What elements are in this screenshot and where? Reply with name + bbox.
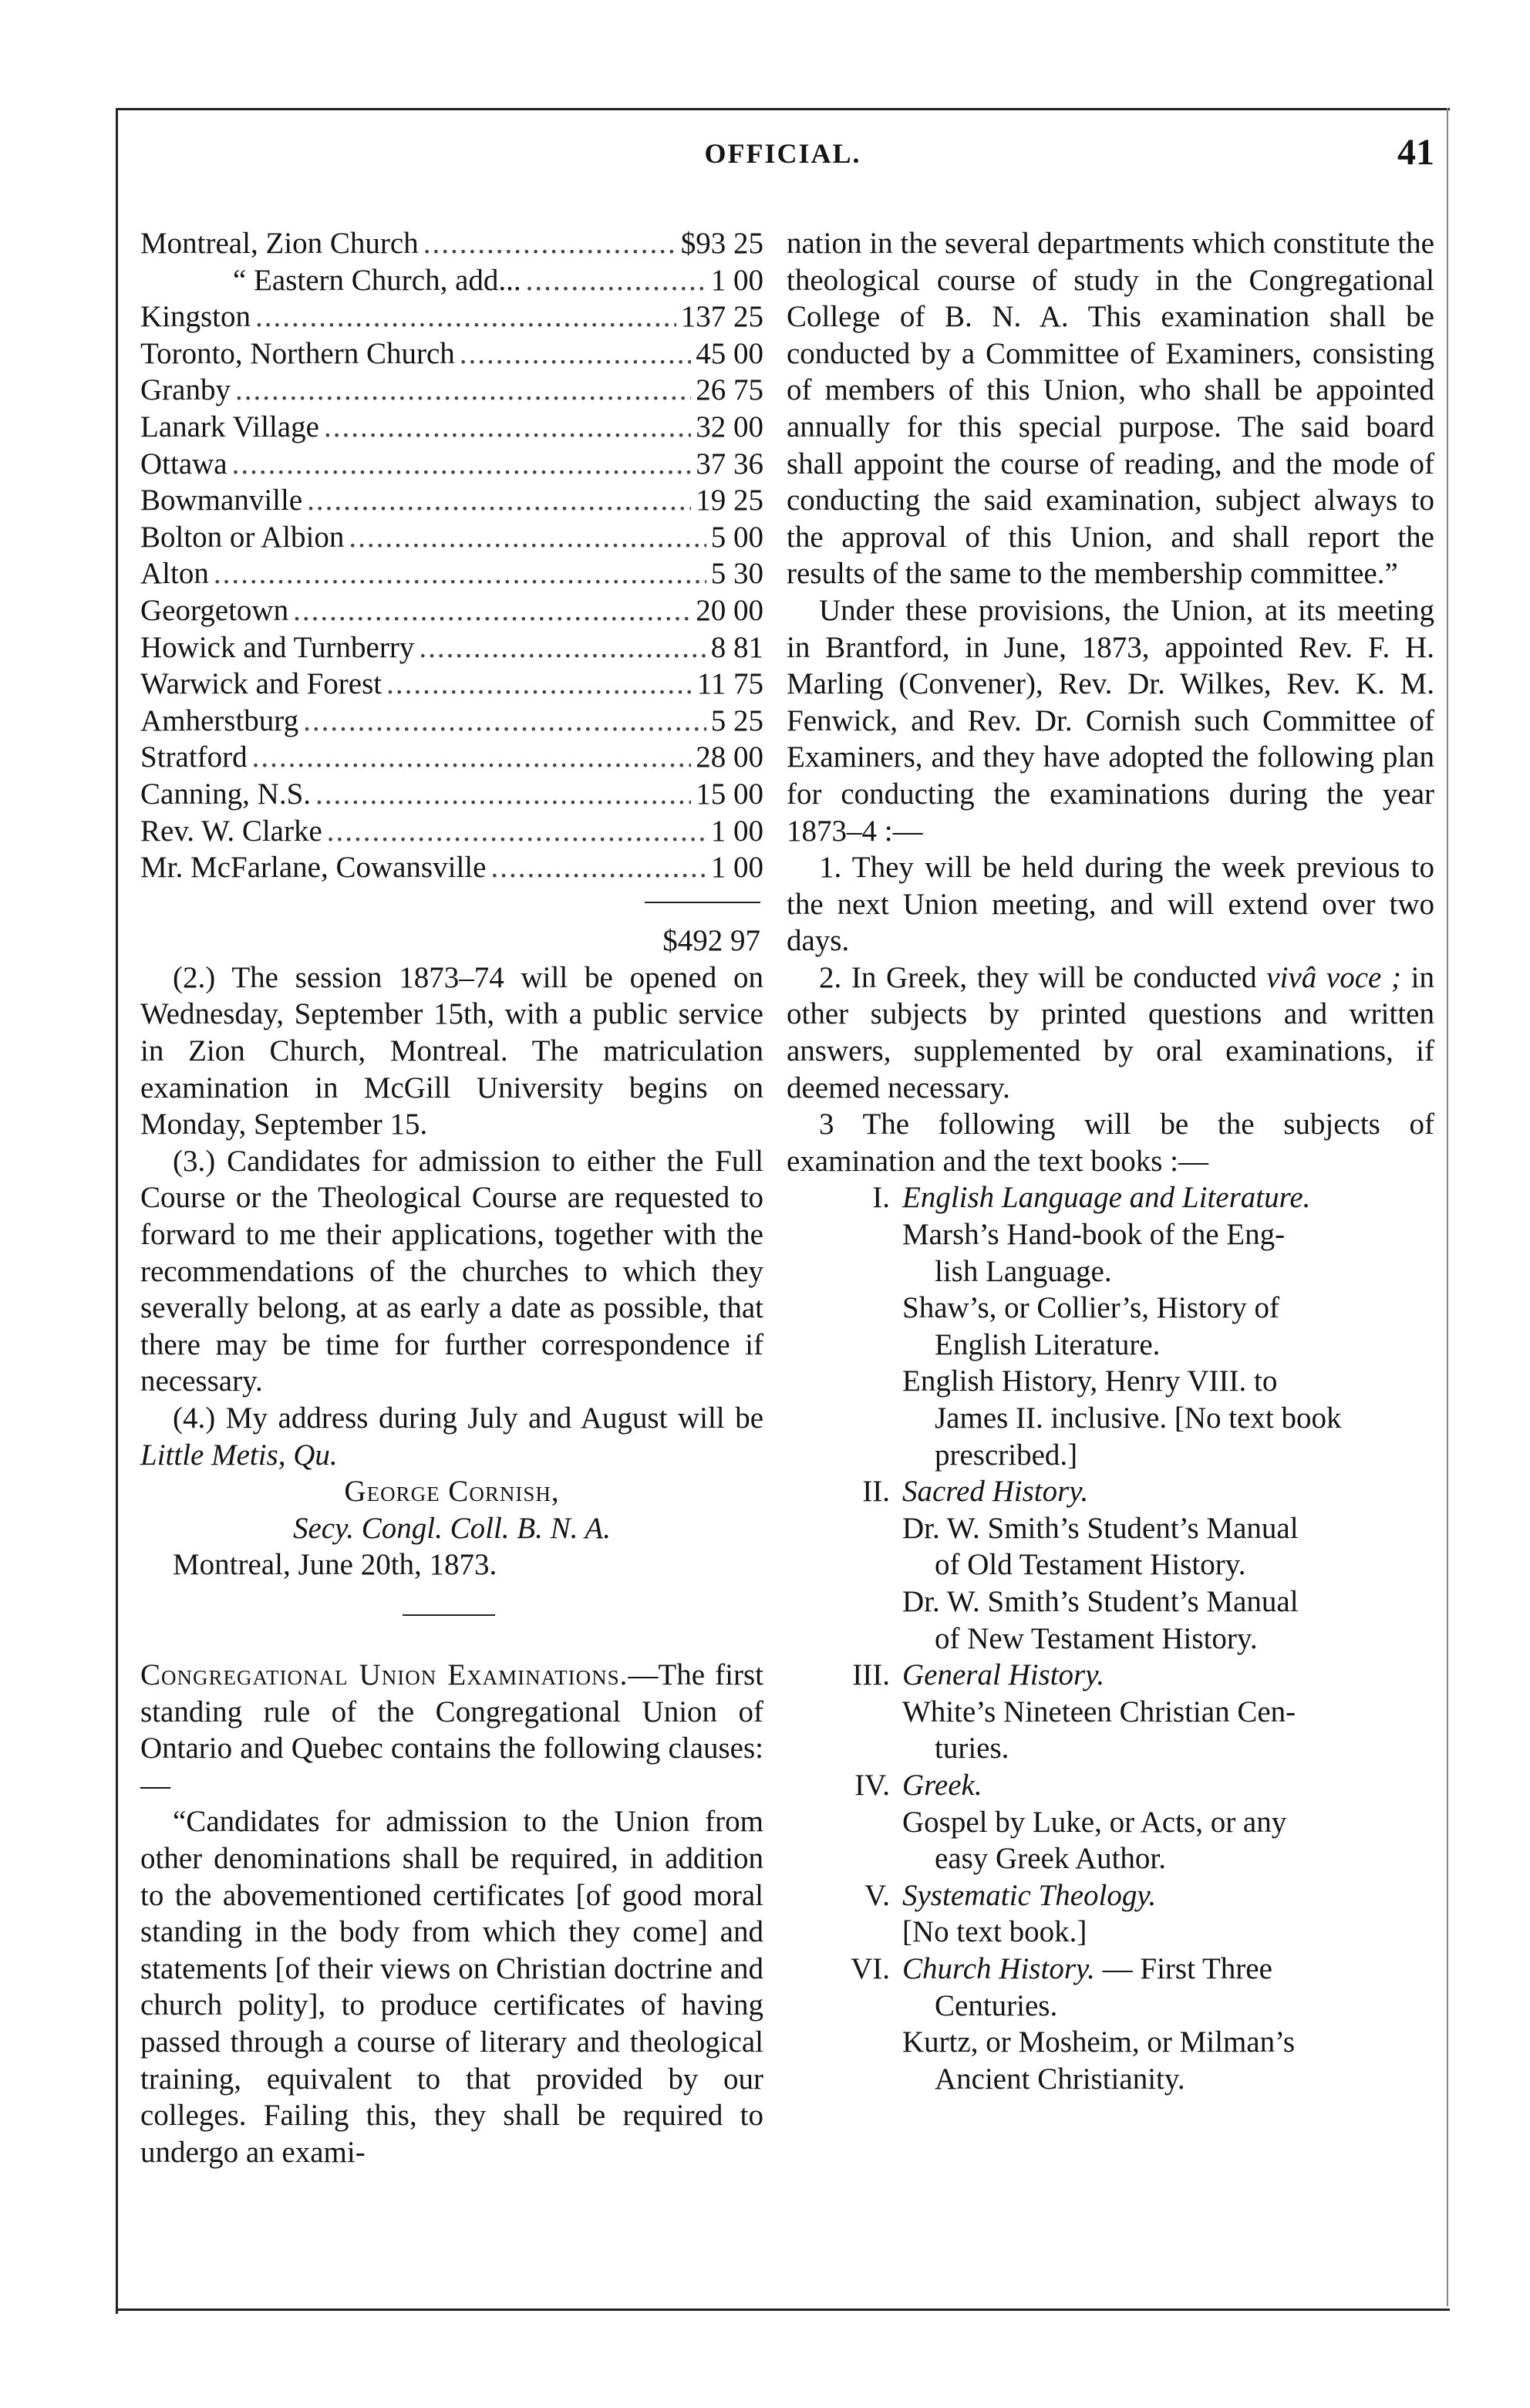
right-edge-rule (1447, 108, 1448, 2306)
subject-title (902, 1767, 1434, 1804)
text-book-entry (787, 1216, 1434, 1290)
contribution-name: Toronto, Northern Church (140, 336, 455, 370)
page-header (116, 132, 1450, 191)
subjects-list (787, 1179, 1434, 2097)
leader-dots (315, 776, 691, 813)
contribution-row (140, 592, 763, 629)
contribution-row (140, 849, 763, 886)
contribution-row (140, 666, 763, 703)
contribution-name: Montreal, Zion Church (140, 227, 419, 260)
item2-suffix: in other subjects by printed questions and written answers, supplemented by oral examinations, if deemed necessary. (787, 960, 1434, 1105)
section-divider (140, 1583, 763, 1657)
contribution-name: Ottawa (140, 447, 227, 481)
bottom-border-rule (116, 2309, 1450, 2311)
contribution-name: Howick and Turnberry (140, 630, 415, 664)
page-number: 41 (1397, 132, 1434, 173)
contribution-row (140, 262, 763, 299)
text-book-continuation: easy Greek Author. (935, 1842, 1167, 1876)
subject-title (902, 1179, 1434, 1216)
address-place: Little Metis, Qu. (140, 1438, 338, 1472)
leader-dots (327, 813, 706, 850)
leader-dots (232, 446, 692, 483)
contribution-amount: 26 75 (696, 373, 763, 407)
text-book-entry (787, 1583, 1434, 1657)
text-book-entry (787, 1694, 1434, 1767)
subject-heading (787, 1767, 1434, 1804)
text-book-continuation: Ancient Christianity. (935, 2062, 1185, 2096)
leader-dots (386, 666, 693, 703)
leader-dots (324, 409, 691, 446)
contribution-amount: 19 25 (696, 484, 763, 518)
text-book-entry (787, 2024, 1434, 2097)
contribution-name: Stratford (140, 740, 248, 774)
contribution-amount: 1 00 (710, 263, 763, 297)
leader-dots (526, 262, 706, 299)
contribution-amount: 20 00 (696, 593, 763, 627)
quote-continuation: nation in the several departments which constitute the theological course of study in the Congregational College of B. N. A. This examination shall be conducted by a Committee of Examiners, consisting of members of this Union, who shall be appointed annually for this special purpose. The said board shall appoint the course of reading, and the mode of conducting the said examination, subject always to the approval of this Union, and shall report the results of the same to the membership committee.” (787, 227, 1434, 591)
contribution-row (140, 776, 763, 813)
sum-rule (140, 886, 763, 923)
contribution-amount: 137 25 (680, 300, 763, 334)
subject-title-suffix: — First Three (1094, 1951, 1272, 1985)
subject-numeral: VI. (851, 1951, 890, 1985)
signature-place-date: Montreal, June 20th, 1873. (173, 1548, 497, 1582)
text-book-continuation: Centuries. (935, 1988, 1058, 2022)
paragraph-address (140, 1400, 763, 1473)
item2-prefix: 2. In Greek, they will be conducted (819, 960, 1267, 994)
contribution-row (140, 629, 763, 666)
union-intro: —The first standing rule of the Congregational Union of Ontario and Quebec contains the following clauses:— (140, 1658, 763, 1802)
leader-dots (423, 225, 676, 262)
contribution-row (140, 372, 763, 409)
contribution-amount: 5 00 (710, 520, 763, 554)
text-book-line: Shaw’s, or Collier’s, History of (902, 1291, 1279, 1325)
signature-title: Secy. Congl. Coll. B. N. A. (292, 1511, 611, 1545)
item2-italic: vivâ voce ; (1266, 960, 1401, 994)
contribution-amount: 1 00 (710, 814, 763, 848)
text-book-continuation: of New Testament History. (935, 1621, 1258, 1655)
contribution-row (140, 482, 763, 519)
text-book-continuation: English Literature. (935, 1327, 1161, 1361)
leader-dots (255, 298, 676, 336)
subject-numeral: I. (872, 1181, 890, 1215)
contributions-total: $492 97 (662, 924, 760, 958)
paragraph-candidates: (3.) Candidates for admission to either the Full Course or the Theological Course are requested to forward to me their applications, together with the recommendations of the churches to which they severally belong, at as early a date as possible, that there may be time for further correspondence if necessary. (140, 1144, 763, 1398)
provisions-paragraph: Under these provisions, the Union, at its meeting in Brantford, in June, 1873, appointed Rev. F. H. Marling (Convener), Rev. Dr. Wilkes, Rev. K. M. Fenwick, and Rev. Dr. Cornish such Committee of Examiners, and they have adopted the following plan for conducting the examinations during the year 1873–4 :— (787, 593, 1434, 848)
text-book-line: Dr. W. Smith’s Student’s Manual (902, 1511, 1299, 1545)
leader-dots (303, 703, 706, 740)
contribution-name: Bowmanville (140, 484, 303, 518)
contribution-name: “ Eastern Church, add... (233, 263, 521, 297)
text-book-line: Marsh’s Hand-book of the Eng- (902, 1218, 1286, 1252)
subject-heading (787, 1473, 1434, 1510)
subject-title-text: Church History. (902, 1951, 1095, 1985)
subject-title-text: General History. (902, 1658, 1105, 1692)
contribution-row (140, 519, 763, 556)
subject-title (902, 1657, 1434, 1694)
subject-numeral: IV. (854, 1768, 890, 1802)
contribution-amount: 45 00 (696, 336, 763, 370)
subject-heading (787, 1657, 1434, 1694)
contribution-amount: 32 00 (696, 410, 763, 443)
address-prefix: (4.) My address during July and August will be (173, 1401, 763, 1435)
leader-dots (252, 739, 692, 776)
contributions-list (140, 225, 763, 886)
leader-dots (214, 555, 706, 592)
text-book-continuation: lish Language. (935, 1254, 1112, 1288)
contribution-name: Kingston (140, 300, 251, 334)
contribution-amount: 28 00 (696, 740, 763, 774)
text-book-line: White’s Nineteen Christian Cen- (902, 1695, 1296, 1728)
subject-title-text: Systematic Theology. (902, 1878, 1157, 1912)
contribution-amount: 5 30 (710, 557, 763, 591)
subject-title (902, 1951, 1434, 1988)
contribution-row (140, 225, 763, 262)
contribution-amount: 8 81 (710, 630, 763, 664)
text-book-entry (787, 1290, 1434, 1363)
contribution-amount: $93 25 (680, 227, 763, 260)
signature-name: George Cornish, (344, 1475, 560, 1509)
text-book-entry (787, 1510, 1434, 1583)
leader-dots (293, 592, 691, 629)
contribution-row (140, 703, 763, 740)
text-book-line: Dr. W. Smith’s Student’s Manual (902, 1584, 1299, 1618)
contribution-name: Lanark Village (140, 410, 319, 443)
text-book-entry (787, 1363, 1434, 1473)
contribution-name: Rev. W. Clarke (140, 814, 322, 848)
subject-title (902, 1473, 1434, 1510)
subject-numeral: III. (852, 1658, 890, 1692)
union-quote: “Candidates for admission to the Union from other denominations shall be required, in addition to the abovementioned certificates [of good moral standing in the body from which they come] and statements [of their views on Christian doctrine and church polity], to produce certificates of having passed through a course of literary and theological training, equivalent to that provided by our colleges. Failing this, they shall be required to undergo an exami- (140, 1805, 763, 2169)
contribution-amount: 5 25 (710, 703, 763, 737)
contribution-name: Granby (140, 373, 231, 407)
contribution-name: Georgetown (140, 593, 289, 627)
contribution-name: Amherstburg (140, 703, 299, 737)
text-book-entry (787, 1988, 1434, 2025)
subject-numeral: V. (864, 1878, 890, 1912)
contribution-row (140, 298, 763, 336)
leader-dots (235, 372, 691, 409)
subject-heading (787, 1877, 1434, 1914)
text-book-continuation: James II. inclusive. [No text book prescribed.] (935, 1401, 1342, 1472)
text-book-continuation: turies. (935, 1732, 1009, 1766)
union-heading: Congregational Union Examinations. (140, 1658, 629, 1691)
contribution-row (140, 555, 763, 592)
text-book-entry (787, 1914, 1434, 1951)
leader-dots (419, 629, 706, 666)
subject-heading (787, 1179, 1434, 1216)
right-column (787, 225, 1434, 2097)
subject-numeral: II. (862, 1475, 890, 1509)
plan-item-2 (787, 959, 1434, 1106)
text-book-line: English History, Henry VIII. to (902, 1364, 1278, 1398)
contribution-amount: 11 75 (696, 667, 763, 701)
text-book-line: Gospel by Luke, or Acts, or any (902, 1805, 1287, 1839)
leader-dots (349, 519, 706, 556)
contribution-row (140, 446, 763, 483)
text-book-line: Kurtz, or Mosheim, or Milman’s (902, 2025, 1296, 2059)
subject-title-text: Sacred History. (902, 1475, 1089, 1509)
contribution-name: Canning, N.S. (140, 777, 312, 811)
leader-dots (490, 849, 706, 886)
left-column (140, 225, 763, 2170)
text-book-entry (787, 1804, 1434, 1877)
contribution-name: Warwick and Forest (140, 667, 382, 701)
paragraph-session: (2.) The session 1873–74 will be opened on Wednesday, September 15th, with a public service in Zion Church, Montreal. The matriculation examination in McGill University begins on Monday, September 15. (140, 960, 763, 1142)
running-head: OFFICIAL. (704, 138, 861, 169)
contribution-name: Alton (140, 557, 209, 591)
contribution-row (140, 409, 763, 446)
contribution-amount: 1 00 (710, 851, 763, 885)
union-intro-paragraph (140, 1657, 763, 1803)
subject-title-text: English Language and Literature. (902, 1181, 1311, 1215)
text-book-line: [No text book.] (902, 1915, 1087, 1949)
leader-dots (307, 482, 691, 519)
contribution-amount: 37 36 (696, 447, 763, 481)
contribution-name: Mr. McFarlane, Cowansville (140, 851, 487, 885)
text-book-continuation: of Old Testament History. (935, 1548, 1246, 1582)
contribution-amount: 15 00 (696, 777, 763, 811)
subject-title-text: Greek. (902, 1768, 982, 1802)
leader-dots (460, 336, 691, 373)
plan-item-3: 3 The following will be the subjects of examination and the text books :— (787, 1108, 1434, 1178)
contribution-row (140, 739, 763, 776)
contribution-row (140, 336, 763, 373)
subject-heading (787, 1951, 1434, 1988)
contribution-name: Bolton or Albion (140, 520, 345, 554)
plan-item-1: 1. They will be held during the week previous to the next Union meeting, and will extend over two days. (787, 851, 1434, 958)
contribution-row (140, 813, 763, 850)
subject-title (902, 1877, 1434, 1914)
